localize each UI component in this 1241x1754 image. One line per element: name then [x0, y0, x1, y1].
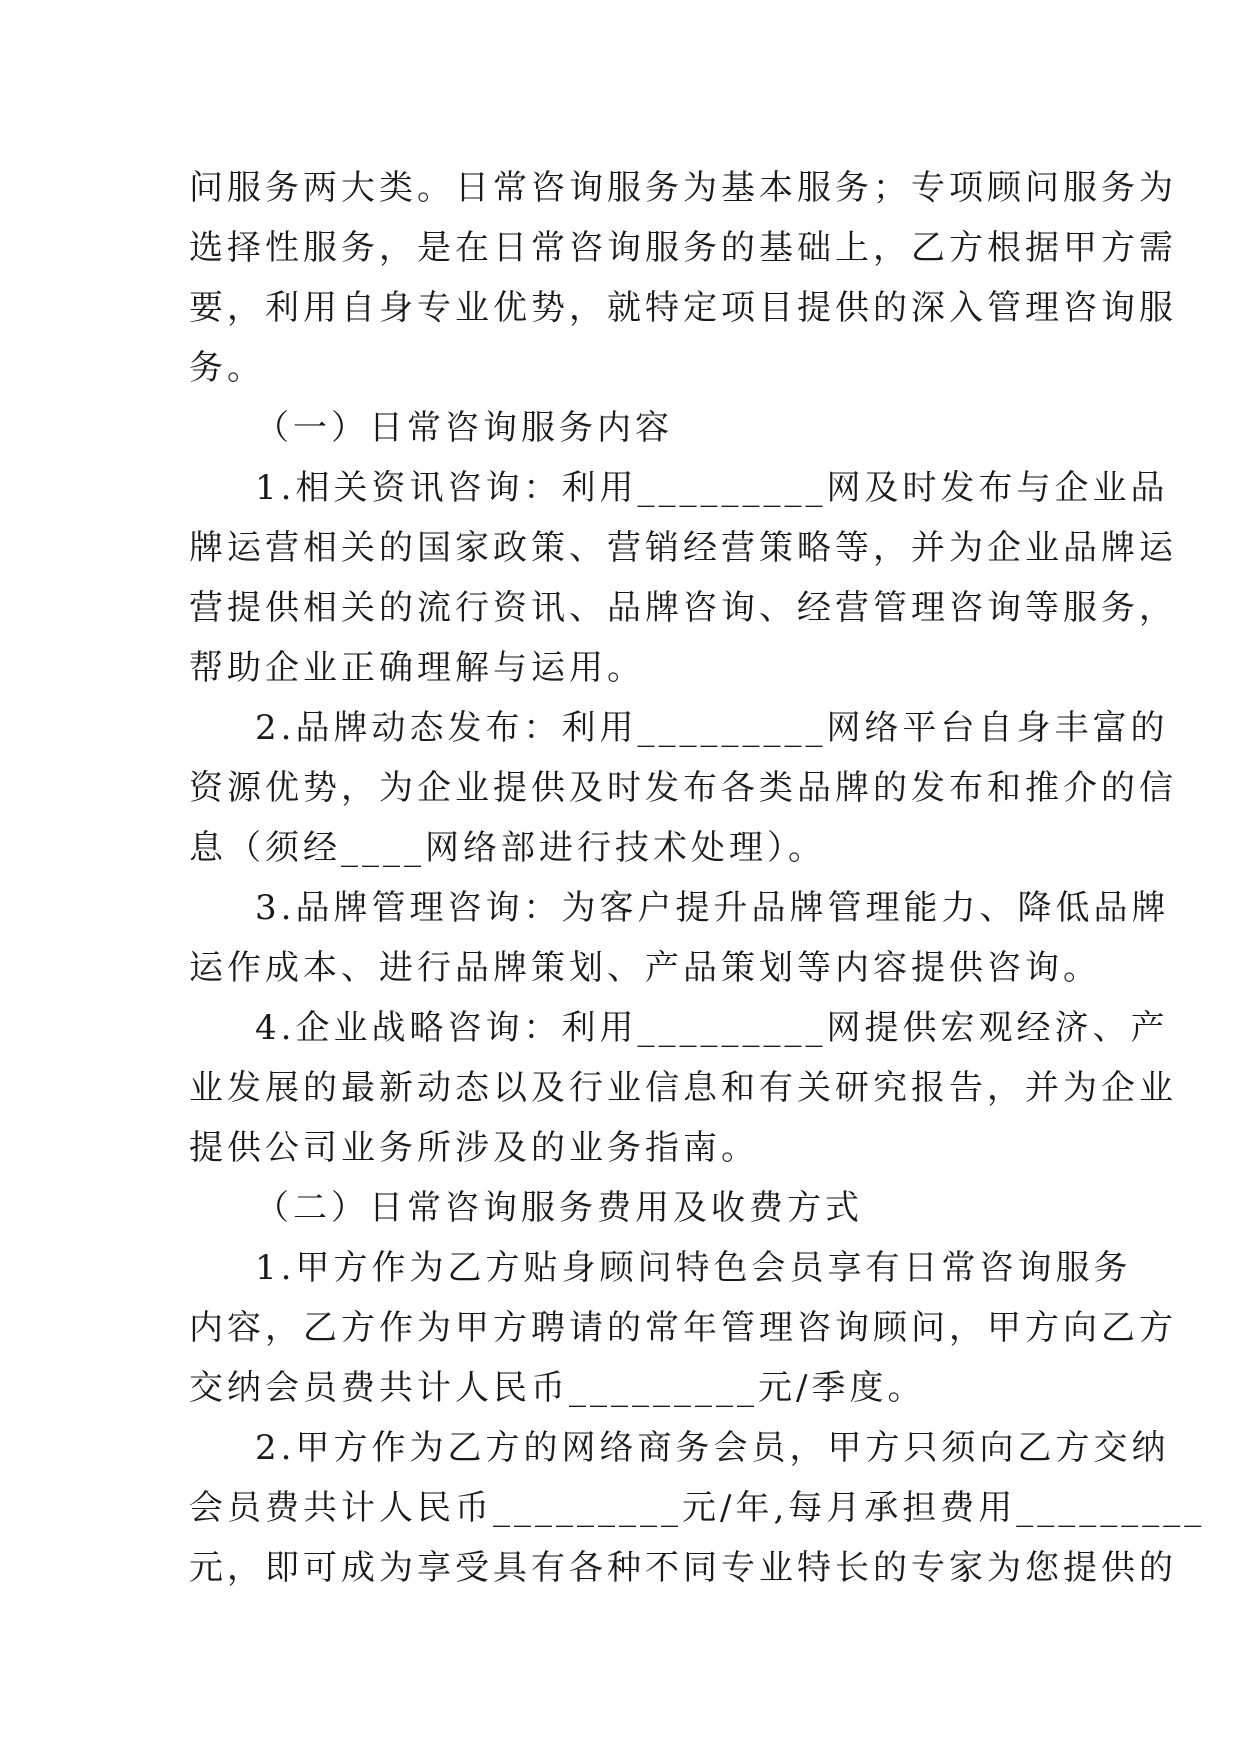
paragraph-line: 3.品牌管理咨询：为客户提升品牌管理能力、降低品牌	[255, 888, 1170, 928]
paragraph-line: 交纳会员费共计人民币_________元/季度。	[189, 1368, 926, 1408]
paragraph-line: 营提供相关的流行资讯、品牌咨询、经营管理咨询等服务，	[189, 588, 1177, 628]
paragraph-line: 要，利用自身专业优势，就特定项目提供的深入管理咨询服	[189, 288, 1177, 328]
paragraph-line: 1.甲方作为乙方贴身顾问特色会员享有日常咨询服务	[255, 1248, 1132, 1288]
paragraph-line: 提供公司业务所涉及的业务指南。	[189, 1128, 759, 1168]
paragraph-line: 内容，乙方作为甲方聘请的常年管理咨询顾问，甲方向乙方	[189, 1308, 1177, 1348]
paragraph-line: 选择性服务，是在日常咨询服务的基础上，乙方根据甲方需	[189, 228, 1177, 268]
paragraph-line: 元，即可成为享受具有各种不同专业特长的专家为您提供的	[189, 1548, 1177, 1588]
paragraph-line: 4.企业战略咨询：利用_________网提供宏观经济、产	[255, 1008, 1169, 1048]
paragraph-line: 2.品牌动态发布：利用_________网络平台自身丰富的	[255, 708, 1169, 748]
paragraph-line: 帮助企业正确理解与运用。	[189, 648, 645, 688]
paragraph-line: 资源优势，为企业提供及时发布各类品牌的发布和推介的信	[189, 768, 1177, 808]
section-heading: （一）日常咨询服务内容	[255, 408, 673, 448]
paragraph-line: 牌运营相关的国家政策、营销经营策略等，并为企业品牌运	[189, 528, 1177, 568]
paragraph-line: 务。	[189, 348, 265, 388]
paragraph-line: 运作成本、进行品牌策划、产品策划等内容提供咨询。	[189, 948, 1101, 988]
section-heading: （二）日常咨询服务费用及收费方式	[255, 1188, 863, 1228]
paragraph-line: 问服务两大类。日常咨询服务为基本服务；专项顾问服务为	[189, 168, 1177, 208]
document-body	[189, 158, 1206, 1598]
paragraph-line: 息（须经____网络部进行技术处理）。	[189, 828, 826, 868]
paragraph-line: 1.相关资讯咨询：利用_________网及时发布与企业品	[255, 468, 1169, 508]
paragraph-line: 会员费共计人民币_________元/年,每月承担费用_________	[189, 1488, 1206, 1528]
paragraph-line: 业发展的最新动态以及行业信息和有关研究报告，并为企业	[189, 1068, 1177, 1108]
paragraph-line: 2.甲方作为乙方的网络商务会员，甲方只须向乙方交纳	[255, 1428, 1170, 1468]
